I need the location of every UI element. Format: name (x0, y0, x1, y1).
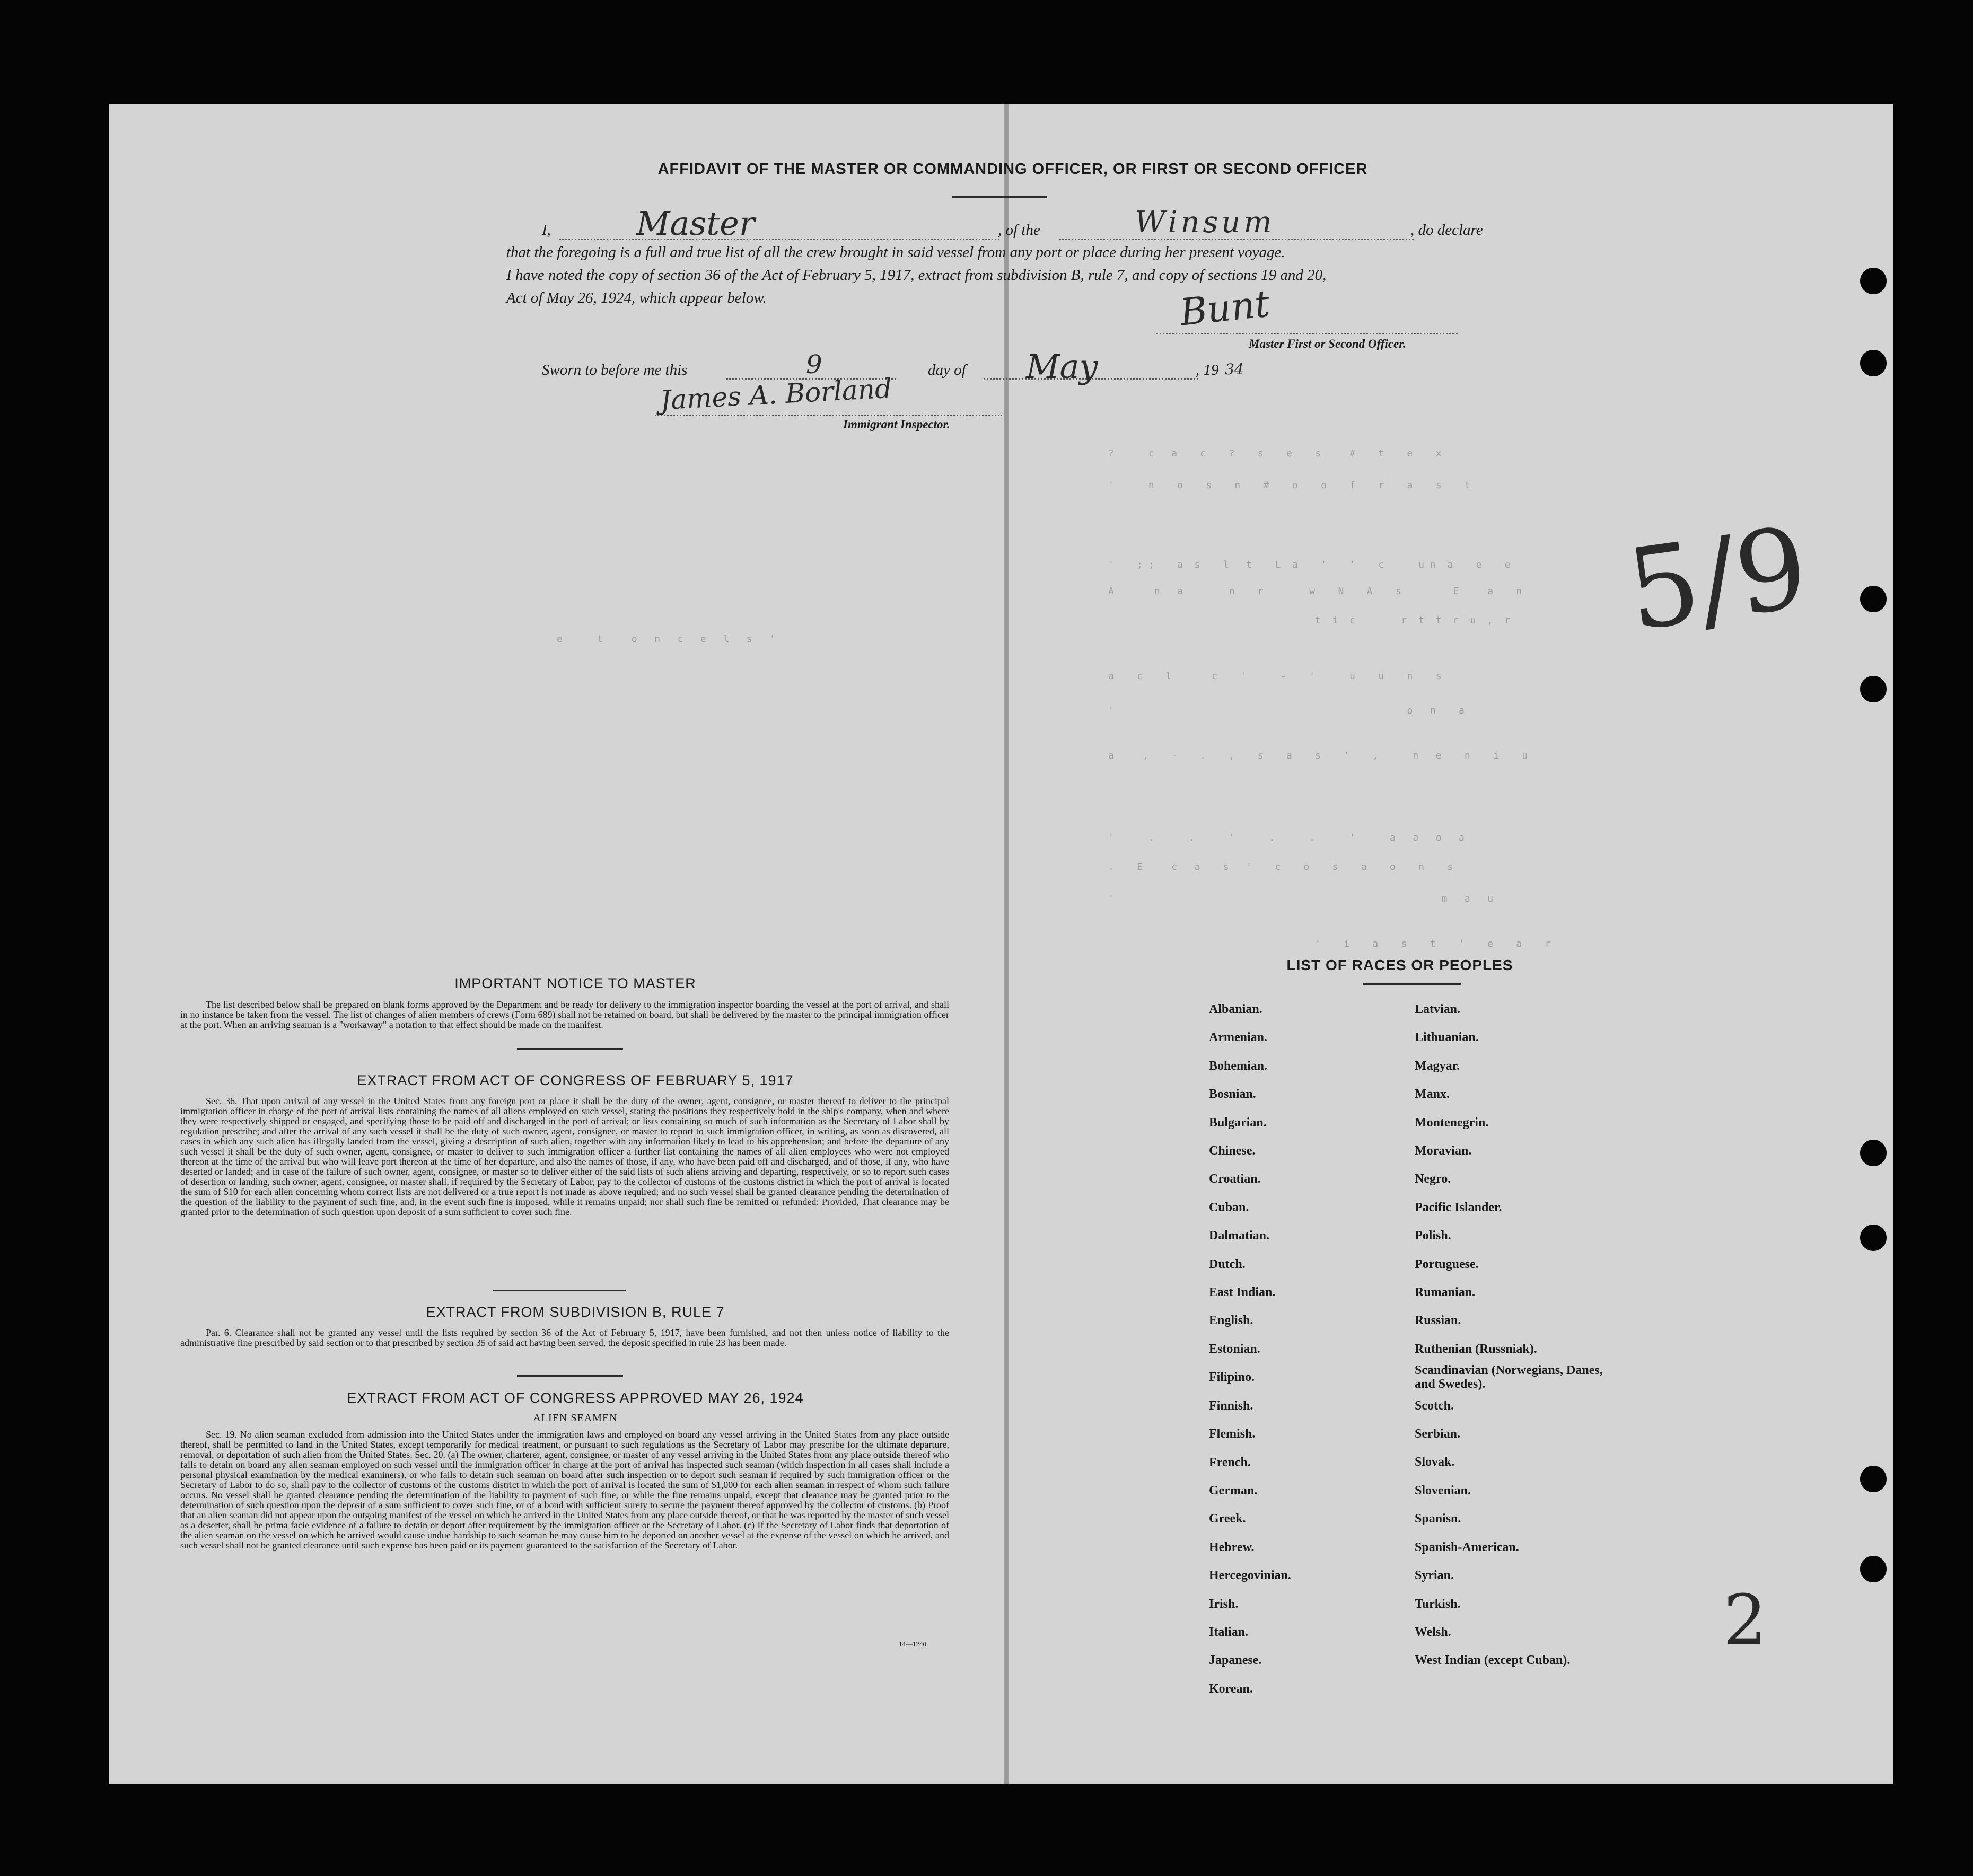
race-item: Lithuanian. (1415, 1031, 1479, 1045)
name-entry: Master (636, 204, 755, 243)
race-item: Dalmatian. (1209, 1229, 1269, 1243)
race-item: Spanish-American. (1415, 1540, 1519, 1554)
declaration-line-3: I have noted the copy of section 36 of the Act of February 5, 1917, extract from subdivision B, rule 7, and copy of sections 19 and 20, (506, 267, 1327, 284)
bleed-through-mark: a c l c ' - ' u u n s (1108, 671, 1442, 682)
race-item: Slovenian. (1415, 1483, 1471, 1498)
race-item: Scandinavian (Norwegians, Danes, and Swedes). (1415, 1363, 1603, 1391)
race-item: Serbian. (1415, 1427, 1461, 1441)
form-number: 14—1240 (899, 1640, 926, 1648)
inspector-signature: James A. Borland (659, 373, 893, 416)
race-item: French. (1209, 1455, 1251, 1469)
declarant-pronoun: I, (542, 222, 551, 239)
race-item: Bulgarian. (1209, 1115, 1267, 1130)
race-item: Dutch. (1209, 1257, 1246, 1271)
notice-body: The list described below shall be prepared on blank forms approved by the Department and be ready for delivery to the immigration inspector boarding the vessel at the port of arrival, and shall in no instance be taken from the vessel. The list of changes of alien members of crews (Form 689) shall not be retained on board, but shall be delivered by the master to the principal immigration officer at the port. When an arriving seaman is a "workaway" a notation to that effect should be made on the manifest. (180, 999, 949, 1030)
of-the-label: , of the (998, 222, 1040, 239)
races-column-1 (1209, 996, 1291, 1703)
signature-caption: Master First or Second Officer. (1249, 337, 1406, 350)
race-item: Filipino. (1209, 1370, 1255, 1385)
race-item: West Indian (except Cuban). (1415, 1653, 1571, 1668)
race-item: Irish. (1209, 1597, 1239, 1611)
master-signature: Bunt (1178, 281, 1272, 334)
year-entry: 34 (1225, 360, 1244, 378)
year-prefix: , 19 (1196, 362, 1219, 378)
race-item: Pacific Islander. (1415, 1200, 1502, 1214)
race-item: Montenegrin. (1415, 1115, 1489, 1130)
race-item: Ruthenian (Russniak). (1415, 1342, 1537, 1356)
inspector-caption: Immigrant Inspector. (843, 418, 950, 431)
handwritten-page-number: 5/9 (1619, 502, 1816, 656)
race-item: German. (1209, 1483, 1258, 1498)
race-item: Portuguese. (1415, 1257, 1479, 1271)
act-1924-title: EXTRACT FROM ACT OF CONGRESS APPROVED MAY 26, 1924 (347, 1390, 804, 1406)
vessel-entry: Winsum (1135, 205, 1275, 240)
races-column-2 (1415, 996, 1616, 1675)
name-field-line (559, 225, 999, 240)
day-entry: 9 (806, 350, 822, 380)
bleed-through-mark: ? c a c ? s e s # t e x (1108, 448, 1442, 459)
punch-hole (1860, 676, 1887, 702)
race-item: Hebrew. (1209, 1540, 1255, 1554)
race-item: Hercegovinian. (1209, 1569, 1291, 1583)
act-1924-body: Sec. 19. No alien seaman excluded from admission into the United States under the immigration laws and employed on board any vessel arriving in the United States from any place outside thereof, shall be permitted to land in the United States, except temporarily for medical treatment, or pursuant to such regulations as the Secretary of Labor may prescribe for the ultimate departure, removal, or deportation of such alien from the United States. Sec. 20. (a) The owner, charterer, agent, consignee, or master of any vessel arriving in the United States from any place outside thereof who fails to detain on board any alien seaman employed on such vessel until the immigration officer in charge at the port of arrival has inspected such seaman (which inspection in all cases shall include a personal physical examination by the medical examiners), or who fails to detain such seaman on board after such inspection or to deport such seaman if required by such immigration officer or the Secretary of Labor to do so, shall pay to the collector of customs of the customs district in which the port of arrival is located the sum of $1,000 for each alien seaman in respect of whom such failure occurs. No vessel shall be granted clearance pending the determination of the liability to payment of such fine, or while the fine remains unpaid, except that clearance may be granted prior to the determination of such question upon the deposit of a sum sufficient to cover such fine, or of a bond with sufficient surety to secure the payment thereof approved by the collector of customs. (b) Proof that an alien seaman did not appear upon the outgoing manifest of the vessel on which he arrived in the United States from any place outside thereof, or that he was reported by the master of such vessel as a deserter, shall be prima facie evidence of a failure to detain or deport after requirement by the immigration officer or the Secretary of Labor. (c) If the Secretary of Labor finds that deportation of the alien seaman on the vessel on which he arrived would cause undue hardship to such seaman he may cause him to be deported on another vessel at the expense of the vessel on which he arrived, and such vessel shall not be granted clearance until such expense has been paid or its payment guaranteed to the satisfaction of the Secretary of Labor. (180, 1429, 949, 1551)
do-declare-label: , do declare (1410, 222, 1483, 239)
race-item: Albanian. (1209, 1002, 1262, 1016)
punch-hole (1860, 1466, 1887, 1492)
bleed-through-mark: ' m a u (1108, 893, 1494, 904)
punch-hole (1860, 1225, 1887, 1251)
race-item: Russian. (1415, 1314, 1461, 1328)
races-divider (1363, 983, 1461, 985)
race-item: Polish. (1415, 1229, 1451, 1243)
race-item: Turkish. (1415, 1597, 1461, 1611)
act-1917-divider (493, 1290, 626, 1291)
rule-7-body: Par. 6. Clearance shall not be granted any vessel until the lists required by section 36 of the Act of February 5, 1917, have been furnished, and not then unless notice of liability to the administrative fine prescribed by said section or to that prescribed by section 35 of said act having been served, the deposit specified in rule 23 has been made. (180, 1327, 949, 1348)
race-item: Manx. (1415, 1087, 1450, 1102)
bleed-through-mark: e t o n c e l s ' (557, 633, 775, 645)
notice-divider (517, 1048, 623, 1050)
page-fold (1004, 104, 1009, 1784)
act-1917-title: EXTRACT FROM ACT OF CONGRESS OF FEBRUARY 5, 1917 (357, 1072, 794, 1088)
races-title: LIST OF RACES OR PEOPLES (1286, 957, 1513, 973)
race-item: Cuban. (1209, 1200, 1249, 1214)
race-item: Armenian. (1209, 1031, 1267, 1045)
race-item: Magyar. (1415, 1059, 1460, 1073)
bleed-through-mark: . E c a s ' c o s a o n s (1108, 861, 1453, 873)
race-item: East Indian. (1209, 1285, 1276, 1300)
bleed-through-mark: ' n o s n # o o f r a s t (1108, 480, 1470, 491)
rule-7-title: EXTRACT FROM SUBDIVISION B, RULE 7 (426, 1304, 725, 1320)
race-item: Italian. (1209, 1625, 1249, 1639)
punch-hole (1860, 350, 1887, 376)
bleed-through-mark: a , - . , s a s ' , n e n i u (1108, 750, 1528, 761)
act-1924-subtitle: ALIEN SEAMEN (533, 1412, 618, 1424)
bleed-through-mark: ' ; ; a s l t L a ' ' c u n a e e (1108, 559, 1511, 570)
signature-line (1156, 323, 1458, 334)
notice-title: IMPORTANT NOTICE TO MASTER (454, 975, 696, 991)
race-item: Spanisn. (1415, 1512, 1461, 1526)
race-item: Moravian. (1415, 1144, 1472, 1158)
bleed-through-mark: ' i a s t ' e a r (1315, 938, 1551, 949)
title-divider (952, 196, 1047, 198)
race-item: Slovak. (1415, 1455, 1455, 1469)
race-item: Welsh. (1415, 1625, 1451, 1639)
punch-hole (1860, 268, 1887, 294)
race-item: Negro. (1415, 1172, 1451, 1186)
bleed-through-mark: t i c r t t r u , r (1315, 615, 1511, 626)
punch-hole (1860, 586, 1887, 612)
bleed-through-mark: ' o n a (1108, 705, 1465, 716)
bleed-through-mark: A n a n r w N A s E a n (1108, 586, 1522, 597)
rule-7-divider (517, 1375, 623, 1377)
handwritten-mark: 2 (1723, 1580, 1767, 1660)
race-item: English. (1209, 1314, 1253, 1328)
declaration-line-4: Act of May 26, 1924, which appear below. (506, 289, 767, 306)
race-item: Korean. (1209, 1681, 1253, 1696)
race-item: Greek. (1209, 1512, 1246, 1526)
race-item: Syrian. (1415, 1569, 1454, 1583)
race-item: Flemish. (1209, 1427, 1256, 1441)
race-item: Rumanian. (1415, 1285, 1476, 1300)
race-item: Japanese. (1209, 1653, 1262, 1668)
act-1917-body: Sec. 36. That upon arrival of any vessel in the United States from any foreign port or place it shall be the duty of the owner, agent, consignee, or master thereof to deliver to the principal immigration officer in charge of the port of arrival lists containing the names of all aliens employed on such vessel, stating the positions they respectively hold in the ship's company, when and where they were respectively shipped or engaged, and specifying those to be paid off and discharged in the port of arrival; or lists containing so much of such information as the Secretary of Labor shall by regulation prescribe; and after the arrival of any such vessel it shall be the duty of such owner, agent, consignee, or master to report to such immigration officer, in writing, as soon as discovered, all cases in which any such alien has illegally landed from the vessel, giving a description of such alien, together with any information likely to lead to his apprehension; and before the departure of any such vessel it shall be the duty of such owner, agent, consignee, or master to deliver to such immigration officer a further list containing the names of all alien employees who were not employed thereon at the time of the arrival but who will leave port thereon at the time of her departure, and also the names of those, if any, who have been paid off and discharged, and of those, if any, who have deserted or landed; and in case of the failure of such owner, agent, consignee, or master so to deliver either of the said lists of such aliens arriving and departing, respectively, or so to report such cases of desertion or landing, such owner, agent, consignee, or master shall, if required by the Secretary of Labor, pay to the collector of customs of the customs district in which the port of arrival is located the sum of $10 for each alien concerning whom correct lists are not delivered or a true report is not made as above required; and no such vessel shall be granted clearance pending the determination of the question of the liability to the payment of such fine, and, in the event such fine is imposed, while it remains unpaid; nor shall such fine be remitted or refunded: Provided, That clearance may be granted prior to the determination of such question upon deposit of a sum sufficient to cover such fine. (180, 1096, 949, 1217)
punch-hole (1860, 1140, 1887, 1166)
bleed-through-mark: ' . . ' . . ' a a o a (1108, 832, 1465, 843)
race-item: Bohemian. (1209, 1059, 1268, 1073)
race-item: Chinese. (1209, 1144, 1256, 1158)
race-item: Finnish. (1209, 1398, 1253, 1413)
declaration-line-2: that the foregoing is a full and true list of all the crew brought in said vessel from any port or place during her present voyage. (506, 244, 1285, 261)
day-of-label: day of (928, 362, 966, 378)
punch-hole (1860, 1556, 1887, 1582)
race-item: Bosnian. (1209, 1087, 1256, 1102)
sworn-label: Sworn to before me this (542, 362, 688, 378)
race-item: Latvian. (1415, 1002, 1461, 1016)
month-entry: May (1026, 347, 1098, 386)
race-item: Estonian. (1209, 1342, 1260, 1356)
race-item: Scotch. (1415, 1398, 1454, 1413)
inspector-line (655, 407, 1002, 416)
affidavit-title: AFFIDAVIT OF THE MASTER OR COMMANDING OFFICER, OR FIRST OR SECOND OFFICER (657, 161, 1368, 178)
race-item: Croatian. (1209, 1172, 1261, 1186)
